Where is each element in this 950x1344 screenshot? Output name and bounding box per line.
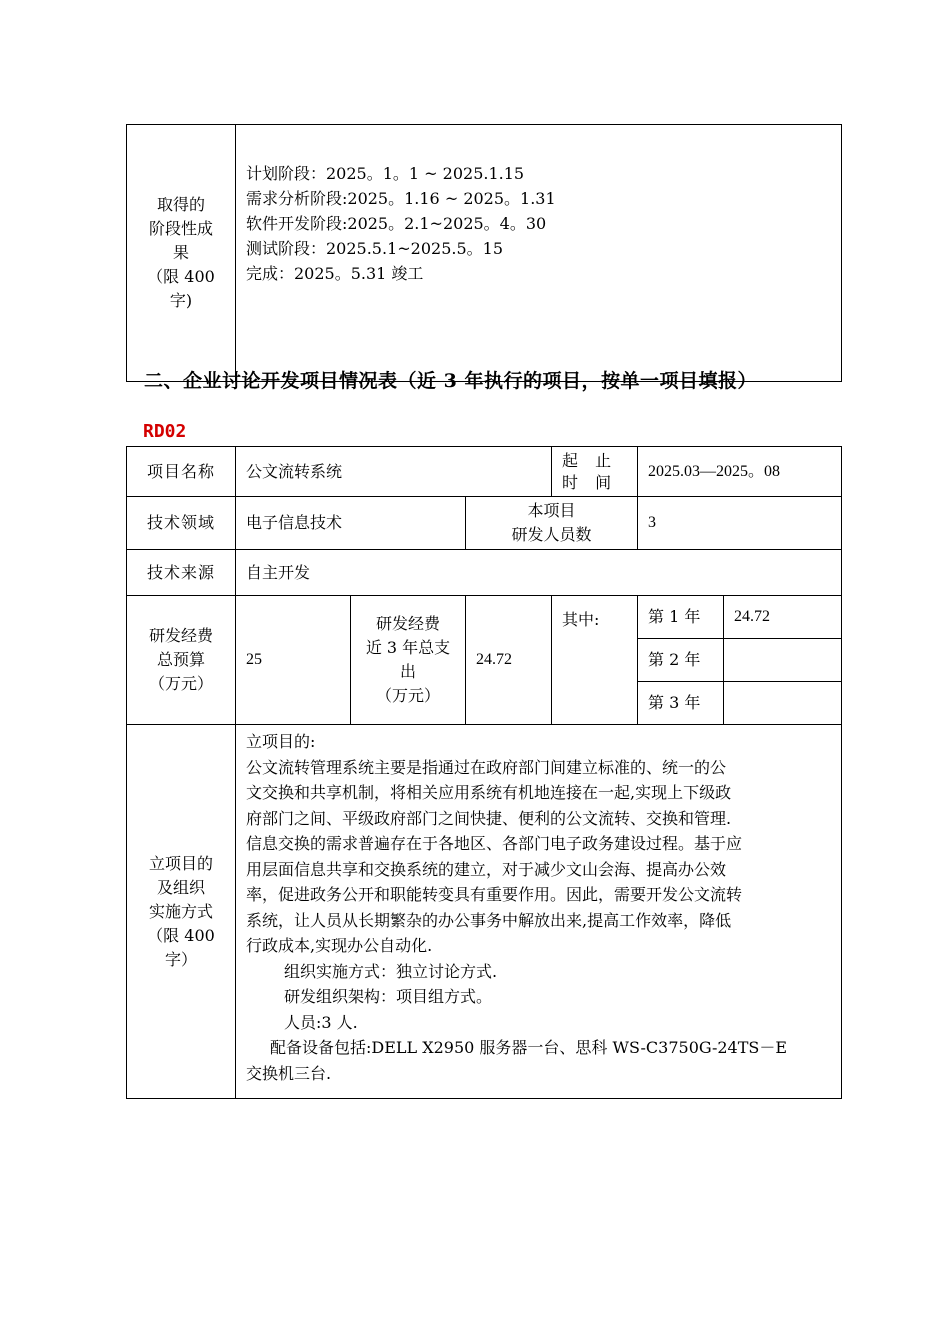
purpose-label-line: 及组织 <box>156 877 205 897</box>
budget-label-line: 研发经费 <box>148 626 213 645</box>
purpose-label-line: 实施方式 <box>148 901 213 921</box>
budget-row-1 <box>127 596 842 639</box>
project-name-value: 公文流转系统 <box>236 447 552 497</box>
purpose-line: 府部门之间、平级政府部门之间快捷、便利的公文流转、交换和管理. <box>246 808 732 828</box>
staff-label-line: 本项目 <box>527 501 576 520</box>
section-heading: 二、企业讨论开发项目情况表（近 3 年执行的项目，按单一项目填报） <box>144 370 757 392</box>
tech-source-row <box>127 550 842 596</box>
tech-field-value: 电子信息技术 <box>236 497 466 550</box>
spend-label-line: 出 <box>399 662 416 681</box>
purpose-line: 文交换和共享机制，将相关应用系统有机地连接在一起,实现上下级政 <box>246 783 732 802</box>
purpose-line: 立项目的: <box>246 732 316 751</box>
achievements-label <box>127 125 236 382</box>
tech-source-label: 技术来源 <box>127 550 236 596</box>
staff-label <box>466 497 638 550</box>
phase-requirements: 需求分析阶段:2025。1.16 ~ 2025。1.31 <box>246 189 556 208</box>
project-name-label: 项目名称 <box>127 447 236 497</box>
label-line: 字) <box>169 291 193 310</box>
of-which-label: 其中: <box>552 596 638 725</box>
impl-method-line: 组织实施方式：独立讨论方式. <box>284 961 498 981</box>
phase-development: 软件开发阶段:2025。2.1~2025。4。30 <box>246 214 547 233</box>
year-3-label: 第 3 年 <box>638 682 724 725</box>
purpose-label <box>127 725 236 1099</box>
equipment-line: 交换机三台. <box>246 1063 332 1083</box>
label-line: 阶段性成 <box>148 219 213 238</box>
period-value: 2025.03—2025。08 <box>638 447 842 497</box>
form-code: RD02 <box>143 421 187 442</box>
budget-label-line: （万元） <box>148 674 213 693</box>
phase-testing: 测试阶段：2025.5.1~2025.5。15 <box>246 239 504 258</box>
purpose-line: 率，促进政务公开和职能转变具有重要作用。因此，需要开发公文流转 <box>246 885 743 904</box>
spend-label-line: 近 3 年总支 <box>365 638 451 657</box>
spend-label <box>351 596 466 725</box>
label-line: （限 400 <box>147 267 215 286</box>
purpose-label-line: 字） <box>164 949 197 969</box>
achievements-row <box>127 125 842 382</box>
phase-plan: 计划阶段：2025。1。1 ~ 2025.1.15 <box>246 164 525 183</box>
purpose-line: 系统，让人员从长期繁杂的办公事务中解放出来,提高工作效率，降低 <box>246 910 732 930</box>
purpose-row <box>127 725 842 1099</box>
year-2-value <box>724 639 842 682</box>
purpose-label-line: 立项目的 <box>148 853 213 873</box>
spend-value: 24.72 <box>466 596 552 725</box>
period-label: 起 止 时 间 <box>552 447 638 497</box>
purpose-text <box>236 725 842 1099</box>
year-3-value <box>724 682 842 725</box>
staff-line: 人员:3 人. <box>284 1012 358 1032</box>
spend-label-line: （万元） <box>375 686 440 705</box>
project-table <box>126 446 842 1099</box>
purpose-line: 信息交换的需求普遍存在于各地区、各部门电子政务建设过程。基于应 <box>246 834 743 853</box>
year-1-label: 第 1 年 <box>638 596 724 639</box>
staff-label-line: 研发人员数 <box>511 525 592 544</box>
purpose-label-line: （限 400 <box>147 925 215 945</box>
tech-source-value: 自主开发 <box>236 550 842 596</box>
project-name-row <box>127 447 842 497</box>
phase-completion: 完成：2025。5.31 竣工 <box>246 264 424 283</box>
spend-label-line: 研发经费 <box>375 614 440 633</box>
budget-label-line: 总预算 <box>156 650 205 669</box>
achievements-table <box>126 124 842 382</box>
budget-label <box>127 596 236 725</box>
purpose-line: 公文流转管理系统主要是指通过在政府部门间建立标准的、统一的公 <box>246 757 727 777</box>
equipment-line: 配备设备包括:DELL X2950 服务器一台、思科 WS-C3750G-24TS－E <box>270 1038 788 1057</box>
achievements-phases <box>236 125 842 382</box>
tech-field-label: 技术领域 <box>127 497 236 550</box>
year-1-value: 24.72 <box>724 596 842 639</box>
label-line: 果 <box>172 243 189 262</box>
year-2-label: 第 2 年 <box>638 639 724 682</box>
label-line: 取得的 <box>156 195 205 214</box>
staff-value: 3 <box>638 497 842 550</box>
purpose-line: 行政成本,实现办公自动化. <box>246 936 433 955</box>
org-structure-line: 研发组织架构：项目组方式。 <box>284 987 493 1006</box>
purpose-line: 用层面信息共享和交换系统的建立，对于减少文山会海、提高办公效 <box>246 859 727 879</box>
tech-field-row <box>127 497 842 550</box>
budget-value: 25 <box>236 596 351 725</box>
